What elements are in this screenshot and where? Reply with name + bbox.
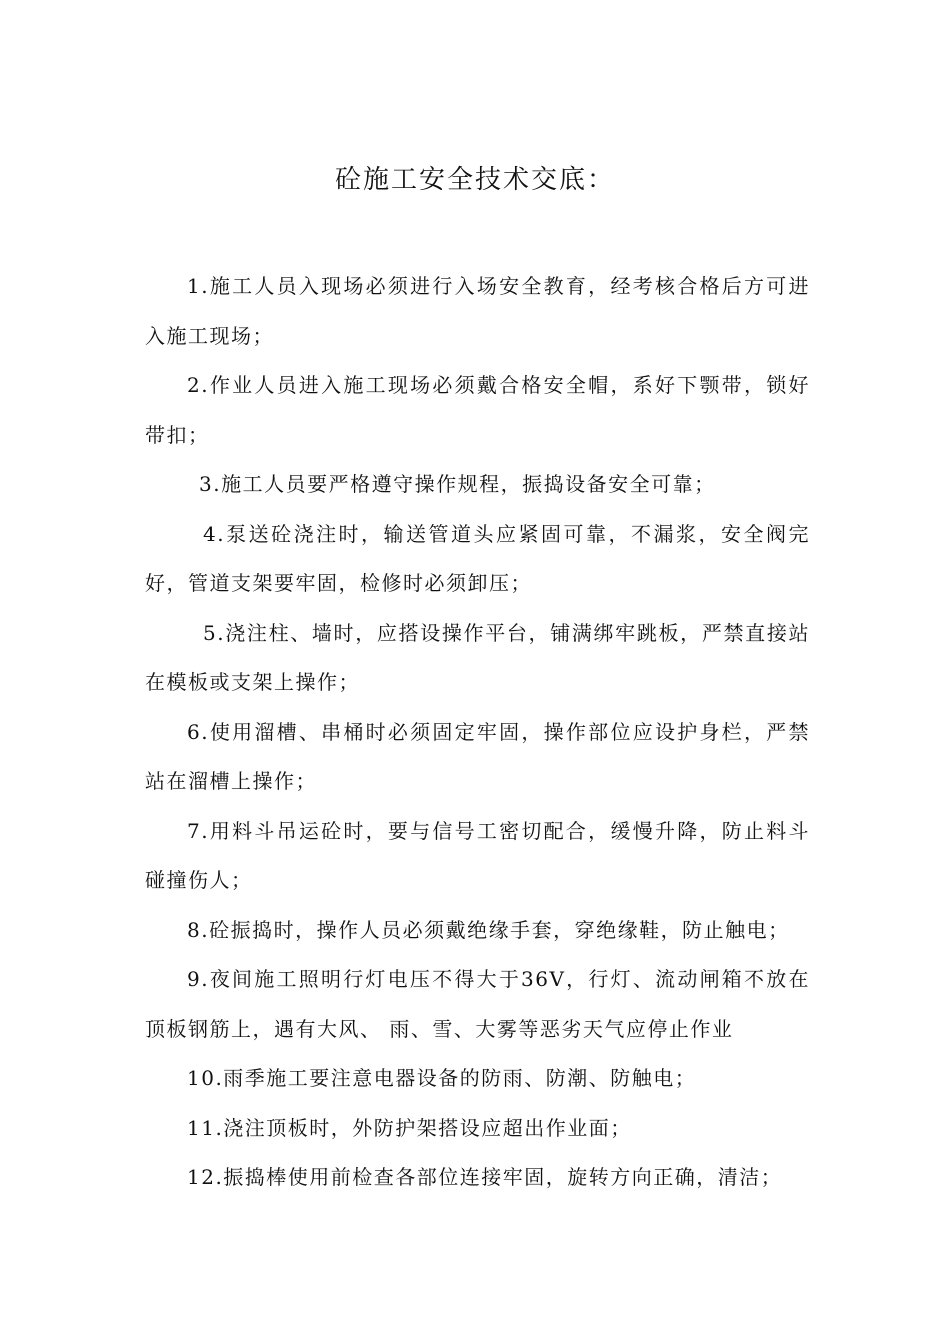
list-item-9: 9.夜间施工照明行灯电压不得大于36V，行灯、流动闸箱不放在顶板钢筋上，遇有大风、 雨、雪、大雾等恶劣天气应停止作业 (145, 967, 810, 1041)
list-item-1: 1.施工人员入现场必须进行入场安全教育，经考核合格后方可进入施工现场； (145, 274, 810, 348)
list-item-3: 3.施工人员要严格遵守操作规程，振捣设备安全可靠； (199, 472, 716, 496)
list-item-7: 7.用料斗吊运砼时，要与信号工密切配合，缓慢升降，防止料斗碰撞伤人； (145, 818, 810, 892)
document-body (145, 262, 810, 1203)
list-item-10: 10.雨季施工要注意电器设备的防雨、防潮、防触电； (187, 1066, 697, 1090)
document-title: 砼施工安全技术交底： (334, 165, 615, 195)
list-item-12: 12.振捣棒使用前检查各部位连接牢固，旋转方向正确，清洁； (187, 1165, 783, 1189)
list-item-5: 5.浇注柱、墙时，应搭设操作平台，铺满绑牢跳板，严禁直接站在模板或支架上操作； (145, 620, 810, 694)
list-item-4: 4.泵送砼浇注时，输送管道头应紧固可靠，不漏浆，安全阀完好，管道支架要牢固，检修时必须卸压； (145, 521, 810, 595)
list-item-2: 2.作业人员进入施工现场必须戴合格安全帽，系好下颚带，锁好带扣； (145, 373, 810, 447)
list-item-6: 6.使用溜槽、串桶时必须固定牢固，操作部位应设护身栏，严禁站在溜槽上操作； (145, 719, 810, 793)
list-item-8: 8.砼振捣时，操作人员必须戴绝缘手套，穿绝缘鞋，防止触电； (187, 917, 790, 942)
list-item-11: 11.浇注顶板时，外防护架搭设应超出作业面； (187, 1115, 632, 1140)
